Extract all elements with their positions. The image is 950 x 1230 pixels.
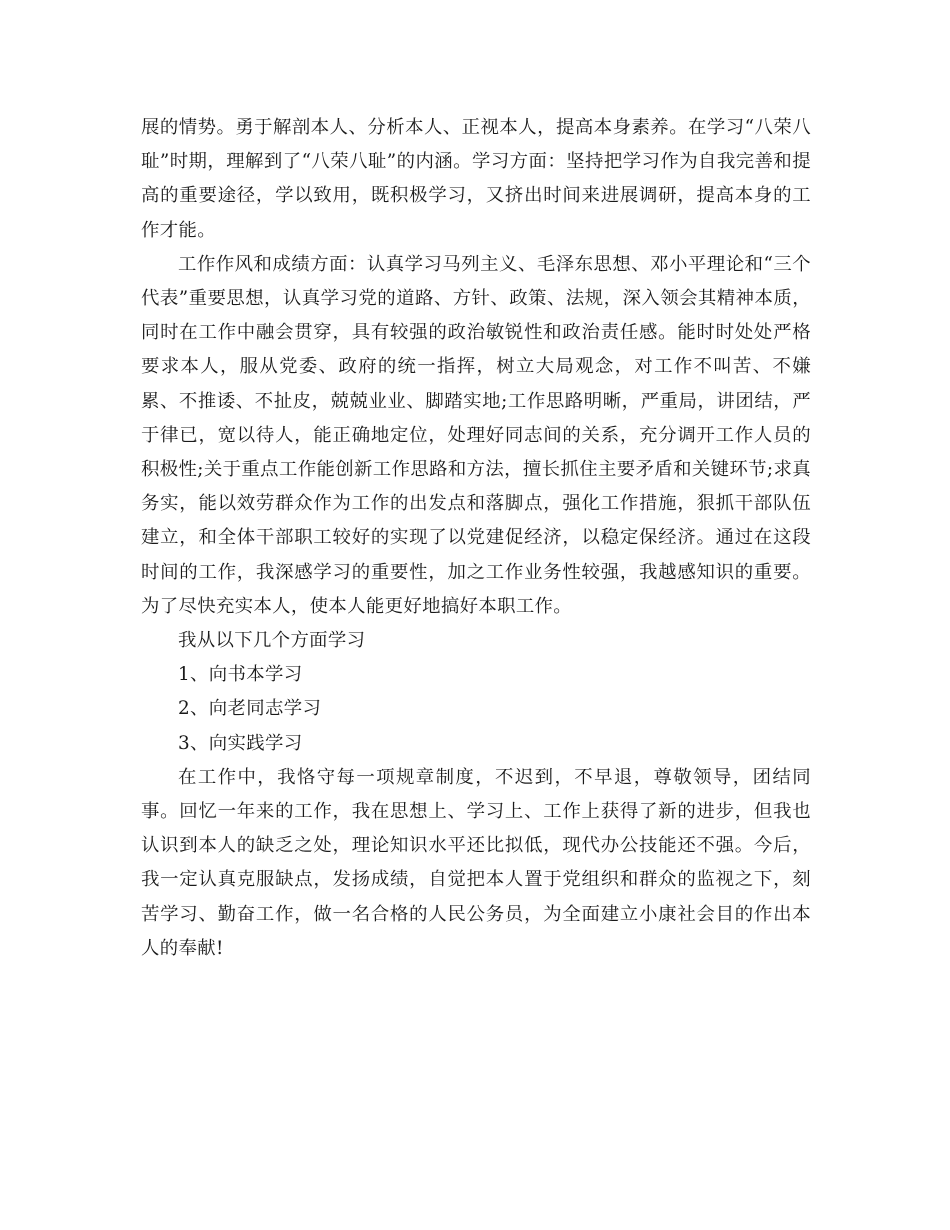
- paragraph-conclusion: 在工作中，我恪守每一项规章制度，不迟到，不早退，尊敬领导，团结同事。回忆一年来的工作，我在思想上、学习上、工作上获得了新的进步，但我也认识到本人的缺乏之处，理论知识水平还比拟低，现代办公技能还不强。今后，我一定认真克服缺点，发扬成绩，自觉把本人置于党组织和群众的监视之下，刻苦学习、勤奋工作，做一名合格的人民公务员，为全面建立小康社会目的作出本人的奉献!: [141, 766, 811, 959]
- document-body: [141, 111, 811, 966]
- paragraph-work-style: 工作作风和成绩方面：认真学习马列主义、毛泽东思想、邓小平理论和“三个代表”重要思想，认真学习党的道路、方针、政策、法规，深入领会其精神本质，同时在工作中融会贯穿，具有较强的政治敏锐性和政治责任感。能时时处处严格要求本人，服从党委、政府的统一指挥，树立大局观念，对工作不叫苦、不嫌累、不推诿、不扯皮，兢兢业业、脚踏实地;工作思路明晰，严重局，讲团结，严于律已，宽以待人，能正确地定位，处理好同志间的关系，充分调开工作人员的积极性;关于重点工作能创新工作思路和方法，擅长抓住主要矛盾和关键环节;求真务实，能以效劳群众作为工作的出发点和落脚点，强化工作措施，狠抓干部队伍建立，和全体干部职工较好的实现了以党建促经济，以稳定保经济。通过在这段时间的工作，我深感学习的重要性，加之工作业务性较强，我越感知识的重要。为了尽快充实本人，使本人能更好地搞好本职工作。: [141, 253, 811, 617]
- list-item-senior-colleagues: 2、向老同志学习: [178, 698, 322, 720]
- paragraph-study-aspects-intro: 我从以下几个方面学习: [178, 630, 366, 652]
- list-item-books: 1、向书本学习: [178, 664, 303, 686]
- paragraph-study-continued: 展的情势。勇于解剖本人、分析本人、正视本人，提高本身素养。在学习“八荣八耻”时期，理解到了“八荣八耻”的内涵。学习方面：坚持把学习作为自我完善和提高的重要途径，学以致用，既积极学习，又挤出时间来进展调研，提高本身的工作才能。: [141, 117, 811, 241]
- list-item-practice: 3、向实践学习: [178, 732, 303, 754]
